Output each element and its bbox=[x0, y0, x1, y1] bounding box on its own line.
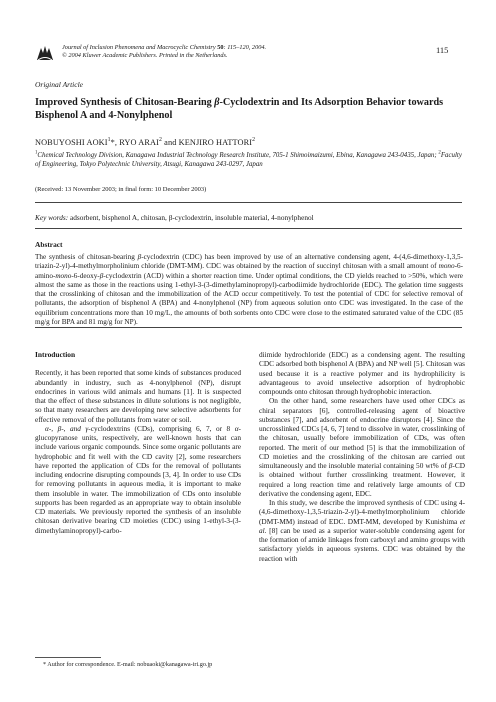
corresponding-marker: * bbox=[110, 138, 115, 147]
journal-name: Journal of Inclusion Phenomena and Macrocyclic Chemistry bbox=[62, 44, 216, 51]
author-list bbox=[35, 138, 255, 147]
intro-paragraph-2 bbox=[35, 424, 241, 535]
affil-2-text: Faculty of Engineering, Tokyo Polytechnic University, Atsugi, Kanagawa 243-0297, Japan bbox=[35, 152, 462, 169]
page-number: 115 bbox=[436, 45, 449, 55]
journal-line-2: © 2004 Kluwer Academic Publishers. Printed in the Netherlands. bbox=[62, 52, 228, 59]
journal-pages: : 115–120, 2004. bbox=[223, 44, 267, 51]
journal-volume: 50 bbox=[217, 44, 224, 51]
intro-seg: -cyclodextrins (CDs), comprising 6, 7, or 8 bbox=[88, 423, 235, 433]
intro-paragraph-4 bbox=[259, 396, 465, 498]
author-1-affil-marker: 1 bbox=[107, 137, 111, 144]
keywords-list: adsorbent, bisphenol A, chitosan, β-cyclodextrin, insoluble material, 4-nonylphenol bbox=[70, 213, 314, 222]
received-dates: (Received: 13 November 2003; in final form: 10 December 2003) bbox=[35, 186, 207, 193]
et-al: et al. bbox=[259, 516, 465, 535]
introduction-heading: Introduction bbox=[35, 350, 76, 359]
intro-seg: -CD is obtained without further crosslinking treatment. However, it required a long reaction time and relatively large amounts of CD derivative the condensing agent, EDC. bbox=[259, 461, 465, 498]
divider-abstract bbox=[35, 327, 462, 328]
abstract-italic: mono bbox=[438, 262, 455, 271]
author-1: NOBUYOSHI AOKI bbox=[35, 138, 108, 147]
journal-citation bbox=[62, 44, 266, 60]
article-type-label: Original Article bbox=[35, 80, 83, 89]
greek-alpha: α bbox=[234, 423, 239, 433]
affil-1-text: Chemical Technology Division, Kanagawa Industrial Technology Research Institute, 705-1 Shimoimaizumi, Ebina, Kanagawa 243-0435, Japan; bbox=[37, 152, 439, 159]
abstract-text bbox=[35, 253, 463, 327]
title-beta: β bbox=[214, 97, 220, 108]
author-3-affil-marker: 2 bbox=[252, 137, 256, 144]
title-text-2: -Cyclodextrin and Its Adsorption Behavior towards Bisphenol A and 4-Nonylphenol bbox=[35, 97, 444, 121]
keywords-label: Key words: bbox=[35, 213, 69, 222]
intro-seg: In this study, we describe the improved synthesis of CDC using 4-(4,6-dimethoxy-1,3,5-triazin-2-yl)-4-methylmorpholinium chloride (DMT-MM) instead of EDC. DMT-MM, developed by Kunishima bbox=[259, 498, 465, 526]
footnote-rule bbox=[35, 657, 101, 658]
abstract-seg: -cyclodextrin (CDC) has been improved by use of an alternative condensing agent, 4-(4,6-dimethoxy-1,3,5-triazin-2-yl)-4-methylmorpholinium chloride (DMT-MM). CDC was obtained by the reaction of succinyl chitosan with a small amount of bbox=[35, 253, 463, 271]
greek-letters: α-, β-, and γ bbox=[45, 423, 89, 433]
abstract-italic: mono bbox=[55, 271, 72, 280]
intro-seg: On the other hand, some researchers have used other CDCs as chiral separators [6], controlled-releasing agent of bioactive substances [7], and adsorbent of endocrine disruptors [4]. Since the uncrosslinked CDCs [4, 6, 7] tend to dissolve in water, crosslinking of the chitosan, usually before immobilization of CDs, was often reported. The merit of our method [5] is that the immobilization of CD moieties and the crosslinking of the chitosan are carried out simultaneously and the insoluble material containing 50 wt% of bbox=[259, 396, 465, 470]
left-column bbox=[35, 350, 241, 535]
affil-2-marker: 2 bbox=[438, 150, 441, 156]
keywords bbox=[35, 213, 314, 222]
publisher-logo-icon bbox=[35, 44, 55, 62]
journal-line-1 bbox=[62, 44, 266, 52]
divider-keywords bbox=[35, 228, 462, 229]
affil-1-marker: 1 bbox=[35, 150, 38, 156]
right-column bbox=[259, 350, 465, 563]
author-2: , RYO ARAI bbox=[114, 138, 159, 147]
author-2-affil-marker: 2 bbox=[158, 137, 162, 144]
abstract-seg: -cyclodextrin (ACD) within a shorter reaction time. Under optimal conditions, the CD yields reached to >50%, which were almost the same as those in the reactions using 1-ethyl-3-(3-dimethylaminopropyl)-carbodiimide hydrochloride (EDC). The gelation time suggests that the crosslinking of chitosan and the immobilization of the ACD occur competitively. To test the potential of CDC for selective removal of pollutants, the adsorption of bisphenol A (BPA) and 4-nonylphenol (NP) from aqueous solution onto CDC was investigated. In the case of the equilibrium concentrations more than 10 mg/L, the amounts of both sorbents onto CDC were close to the estimated saturated value of the CDC (85 mg/g for BPA and 81 mg/g for NP). bbox=[35, 271, 463, 326]
intro-paragraph-3: diimide hydrochloride (EDC) as a condensing agent. The resulting CDC adsorbed both bisphenol A (BPA) and NP well [5]. Chitosan was used because it is a reactive polymer and its hydrophilicity is advantageous to avoid unselective adsorption of hydrophobic compounds onto chitosan through hydrophobic interaction. bbox=[259, 350, 465, 396]
abstract-seg: -6-amino- bbox=[35, 262, 463, 280]
intro-paragraph-1: Recently, it has been reported that some kinds of substances produced abundantly in industry, such as 4-nonylphenol (NP), disrupt endocrines in various wild animals and humans [1]. It is suspected that the effect of these substances in dilute solutions is not negligible, so that many researchers are developing new selective adsorbents for effective removal of the pollutants from water or soil. bbox=[35, 368, 241, 424]
abstract-seg: The synthesis of chitosan-bearing bbox=[35, 253, 138, 261]
abstract-seg: -6-deoxy- bbox=[71, 271, 100, 280]
abstract-heading: Abstract bbox=[35, 240, 63, 249]
greek-beta: β bbox=[448, 461, 453, 470]
article-title bbox=[35, 96, 463, 122]
intro-seg: [8] can be used as a superior water-soluble condensing agent for the formation of amide linkages from carboxyl and amino groups with satisfactory yields in aqueous systems. CDC was obtained by the reaction with bbox=[259, 525, 465, 563]
divider-top bbox=[35, 202, 462, 203]
abstract-beta: β bbox=[99, 271, 104, 280]
title-text-1: Improved Synthesis of Chitosan-Bearing bbox=[35, 97, 215, 108]
author-3: and KENJIRO HATTORI bbox=[161, 138, 253, 147]
correspondence-footnote: * Author for correspondence. E-mail: nobuaoki@kanagawa-iri.go.jp bbox=[43, 661, 213, 668]
abstract-beta: β bbox=[137, 253, 142, 261]
intro-paragraph-5 bbox=[259, 498, 465, 563]
affiliations bbox=[35, 151, 467, 170]
intro-seg: -glucopyranose units, respectively, are well-known hosts that can include various organic compounds. Since some organic pollutants are hydrophobic and fit well with the CD cavity [2], some researchers have reported the application of CDs for the removal of pollutants including endocrine disrupting compounds [3, 4]. In order to use CDs for removing pollutants in aqueous media, it is important to make them insoluble in water. The immobilization of CDs onto insoluble supports has been regarded as an appropriate way to obtain insoluble CD materials. We previously reported the synthesis of an insoluble chitosan derivative bearing CD moieties (CDC) using 1-ethyl-3-(3-dimethylaminopropyl)-carbo- bbox=[35, 423, 241, 535]
